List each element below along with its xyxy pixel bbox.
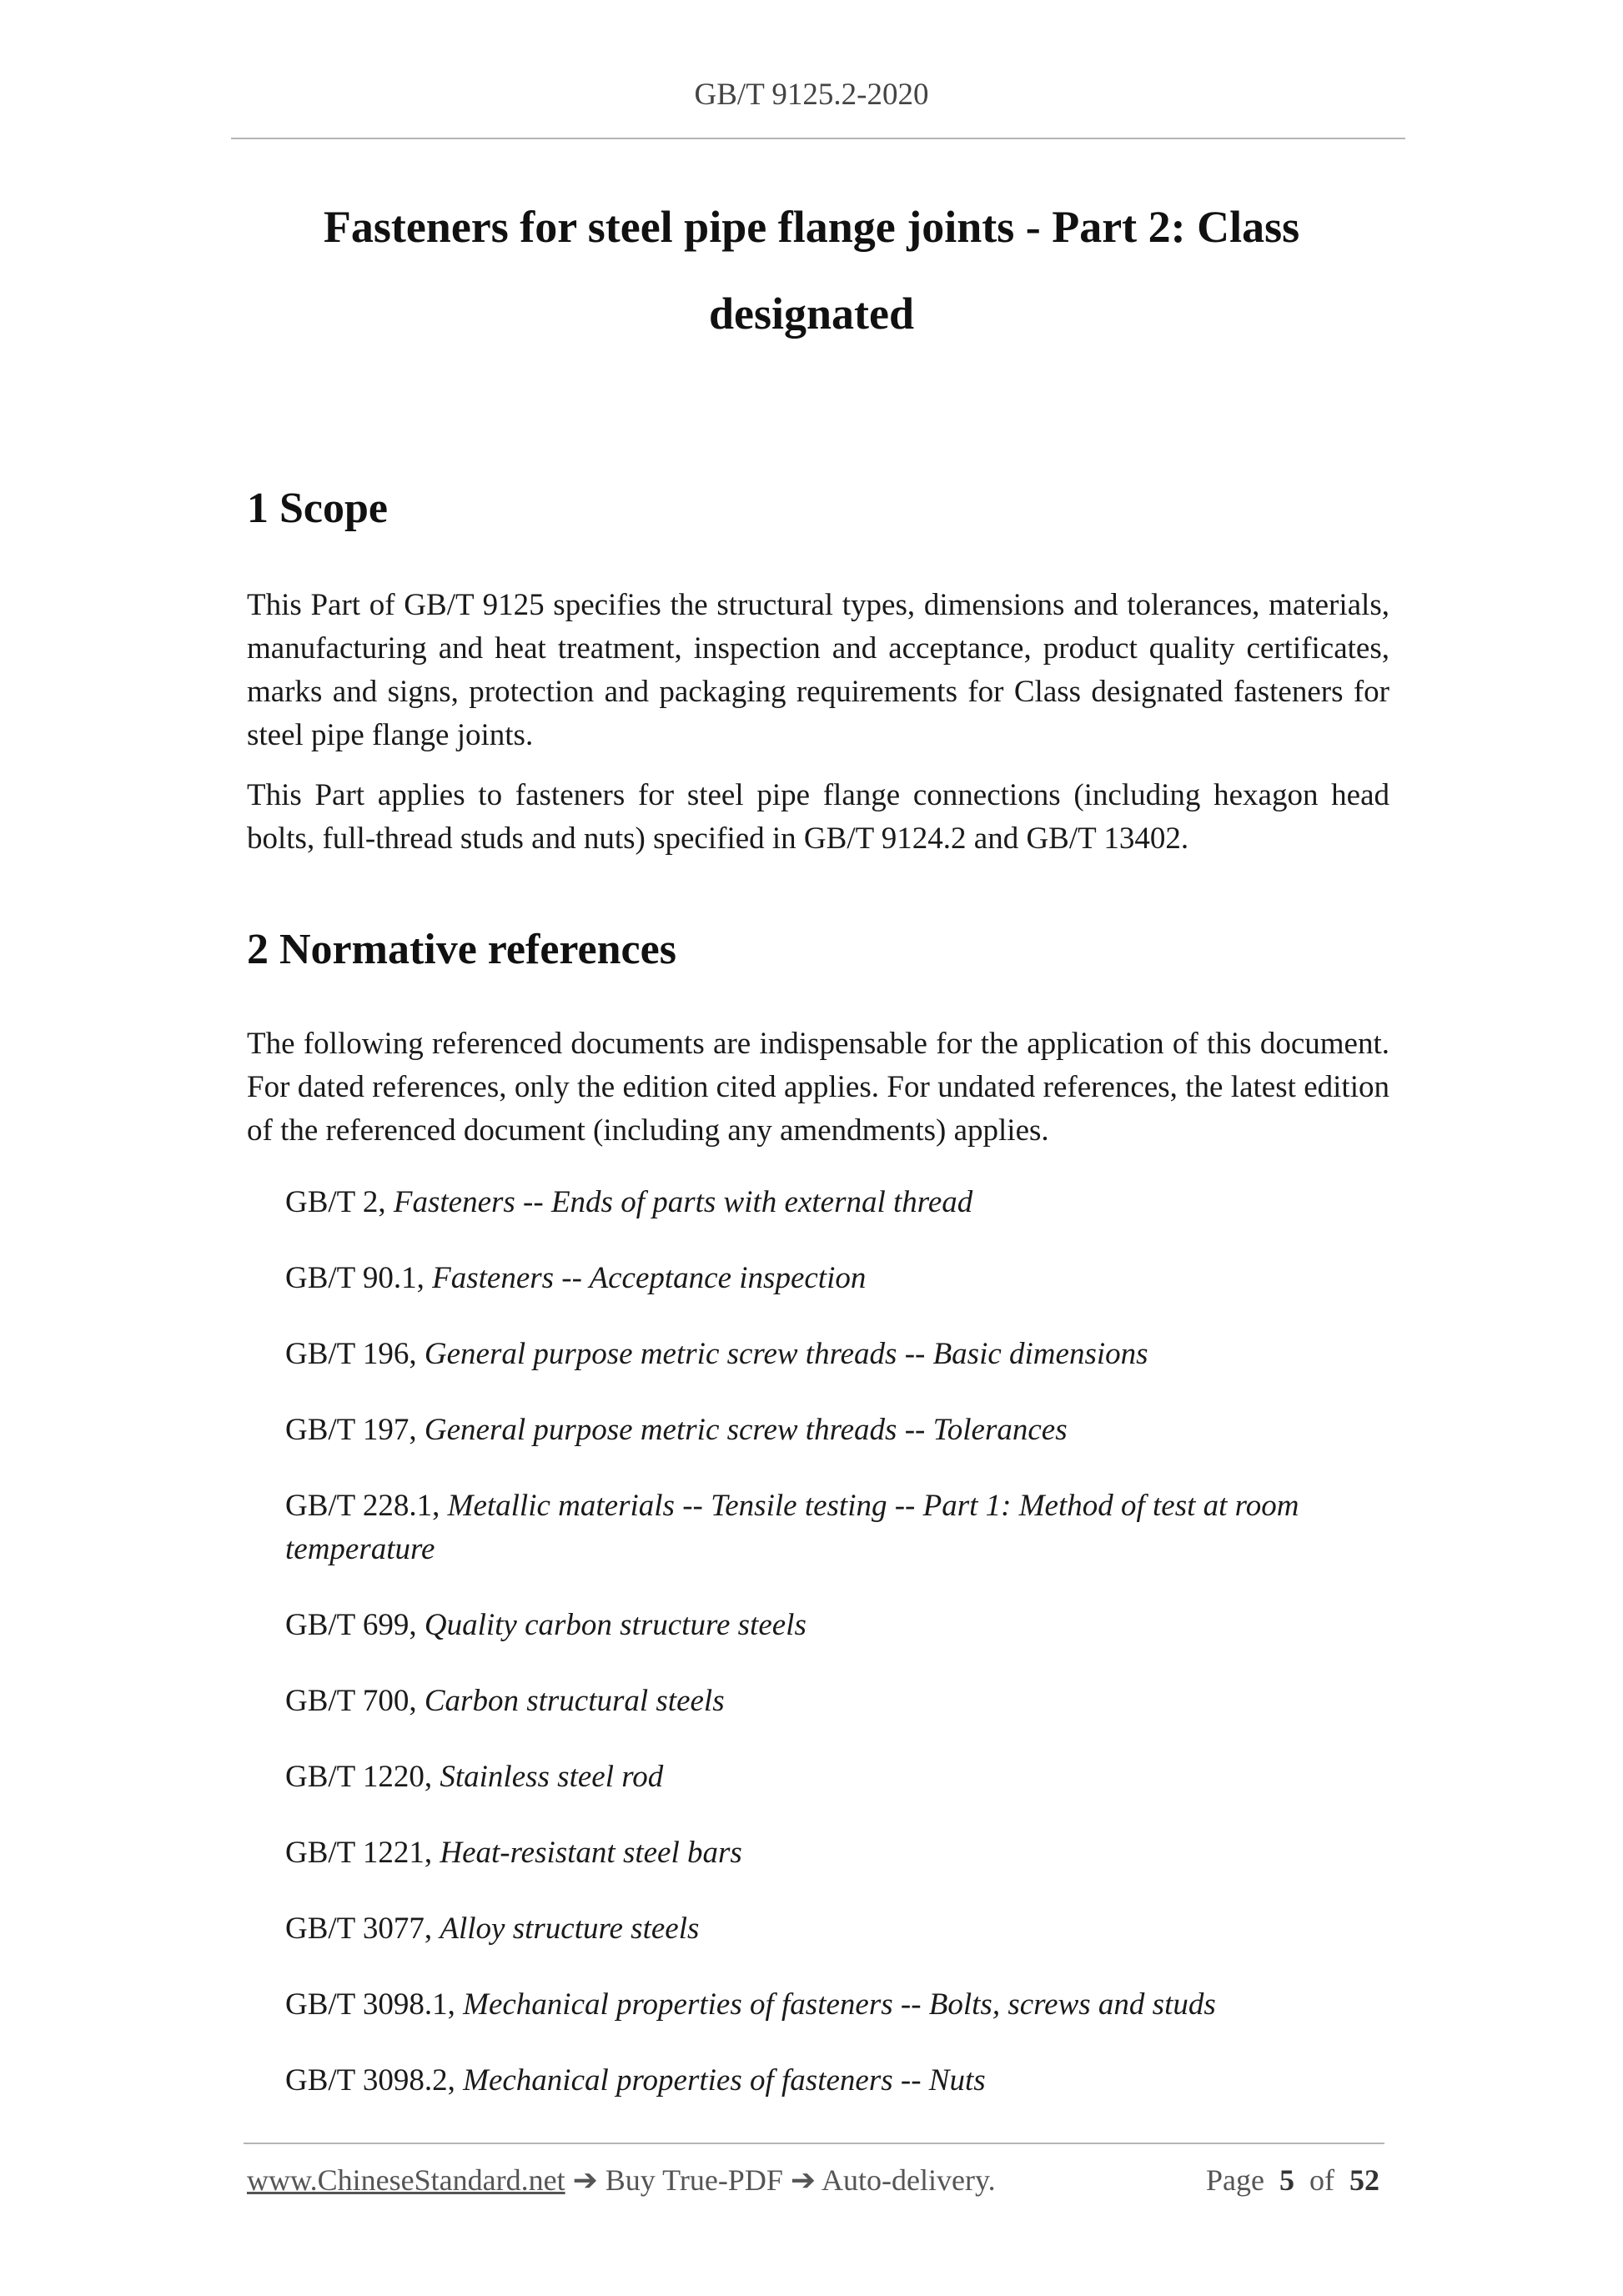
reference-code: GB/T 90.1, xyxy=(285,1261,425,1295)
reference-title: Fasteners -- Ends of parts with external thread xyxy=(393,1185,973,1219)
reference-title: Heat-resistant steel bars xyxy=(440,1836,742,1870)
reference-item xyxy=(285,1680,1390,1723)
references-intro-paragraph: The following referenced documents are indispensable for the application of this document. For dated references, only the edition cited applies. For undated references, the latest edition of the referenced document (including any amendments) applies. xyxy=(247,1027,1389,1148)
document-title-line-2: designated xyxy=(708,289,915,339)
reference-code: GB/T 3098.1, xyxy=(285,1987,455,2022)
page-current: 5 xyxy=(1279,2163,1294,2197)
scope-body xyxy=(247,584,1389,861)
reference-title: General purpose metric screw threads -- Tolerances xyxy=(424,1413,1068,1447)
reference-item xyxy=(285,1333,1390,1376)
reference-code: GB/T 1220, xyxy=(285,1760,433,1794)
reference-item xyxy=(285,1604,1390,1647)
reference-item xyxy=(285,1756,1390,1799)
section-heading-normative-references: 2 Normative references xyxy=(247,926,676,973)
reference-item xyxy=(285,1485,1390,1571)
reference-code: GB/T 228.1, xyxy=(285,1489,440,1523)
reference-title: Metallic materials -- Tensile testing -- Part 1: Method of test at room temperature xyxy=(285,1489,1299,1566)
footer-divider xyxy=(244,2143,1384,2144)
reference-code: GB/T 699, xyxy=(285,1608,417,1642)
header-divider xyxy=(231,138,1405,139)
scope-paragraph-1: This Part of GB/T 9125 specifies the structural types, dimensions and tolerances, materials, manufacturing and heat treatment, inspection and acceptance, product quality certificates, marks and signs, protection and packaging requirements for Class designated fasteners for steel pipe flange joints. xyxy=(247,588,1389,752)
reference-item xyxy=(285,1907,1390,1951)
reference-item xyxy=(285,1181,1390,1224)
auto-delivery-text: Auto-delivery. xyxy=(822,2163,996,2197)
reference-code: GB/T 197, xyxy=(285,1413,417,1447)
reference-code: GB/T 2, xyxy=(285,1185,386,1219)
normative-references-intro xyxy=(247,1022,1389,1153)
buy-true-pdf-text: Buy True-PDF xyxy=(605,2163,783,2197)
reference-code: GB/T 1221, xyxy=(285,1836,433,1870)
reference-title: Stainless steel rod xyxy=(440,1760,664,1794)
reference-code: GB/T 3098.2, xyxy=(285,2063,455,2098)
document-title-line-1: Fasteners for steel pipe flange joints - Part 2: Class xyxy=(323,202,1300,252)
reference-code: GB/T 3077, xyxy=(285,1912,433,1946)
reference-item xyxy=(285,1983,1390,2027)
reference-item xyxy=(285,1831,1390,1875)
page-indicator xyxy=(1206,2160,1379,2200)
reference-title: Carbon structural steels xyxy=(424,1684,725,1718)
page-of: of xyxy=(1309,2163,1334,2197)
document-title xyxy=(250,183,1373,357)
reference-title: Quality carbon structure steels xyxy=(424,1608,806,1642)
header-standard-number: GB/T 9125.2-2020 xyxy=(694,78,929,112)
reference-code: GB/T 196, xyxy=(285,1337,417,1371)
reference-code: GB/T 700, xyxy=(285,1684,417,1718)
arrow-right-icon: ➔ xyxy=(572,2163,598,2197)
reference-title: General purpose metric screw threads -- Basic dimensions xyxy=(424,1337,1148,1371)
reference-title: Alloy structure steels xyxy=(440,1912,700,1946)
scope-paragraph-2: This Part applies to fasteners for steel pipe flange connections (including hexagon head bolts, full-thread studs and nuts) specified in GB/T 9124.2 and GB/T 13402. xyxy=(247,778,1389,856)
reference-item xyxy=(285,2059,1390,2103)
page-label: Page xyxy=(1206,2163,1264,2197)
footer-promo xyxy=(247,2160,996,2200)
reference-item xyxy=(285,1409,1390,1452)
reference-title: Mechanical properties of fasteners -- Nuts xyxy=(463,2063,986,2098)
website-link[interactable]: www.ChineseStandard.net xyxy=(247,2163,565,2197)
arrow-right-icon: ➔ xyxy=(790,2163,817,2197)
reference-title: Mechanical properties of fasteners -- Bolts, screws and studs xyxy=(463,1987,1216,2022)
section-heading-scope: 1 Scope xyxy=(247,485,388,532)
reference-item xyxy=(285,1257,1390,1300)
page-total: 52 xyxy=(1349,2163,1379,2197)
reference-title: Fasteners -- Acceptance inspection xyxy=(432,1261,867,1295)
reference-list xyxy=(285,1181,1390,2135)
